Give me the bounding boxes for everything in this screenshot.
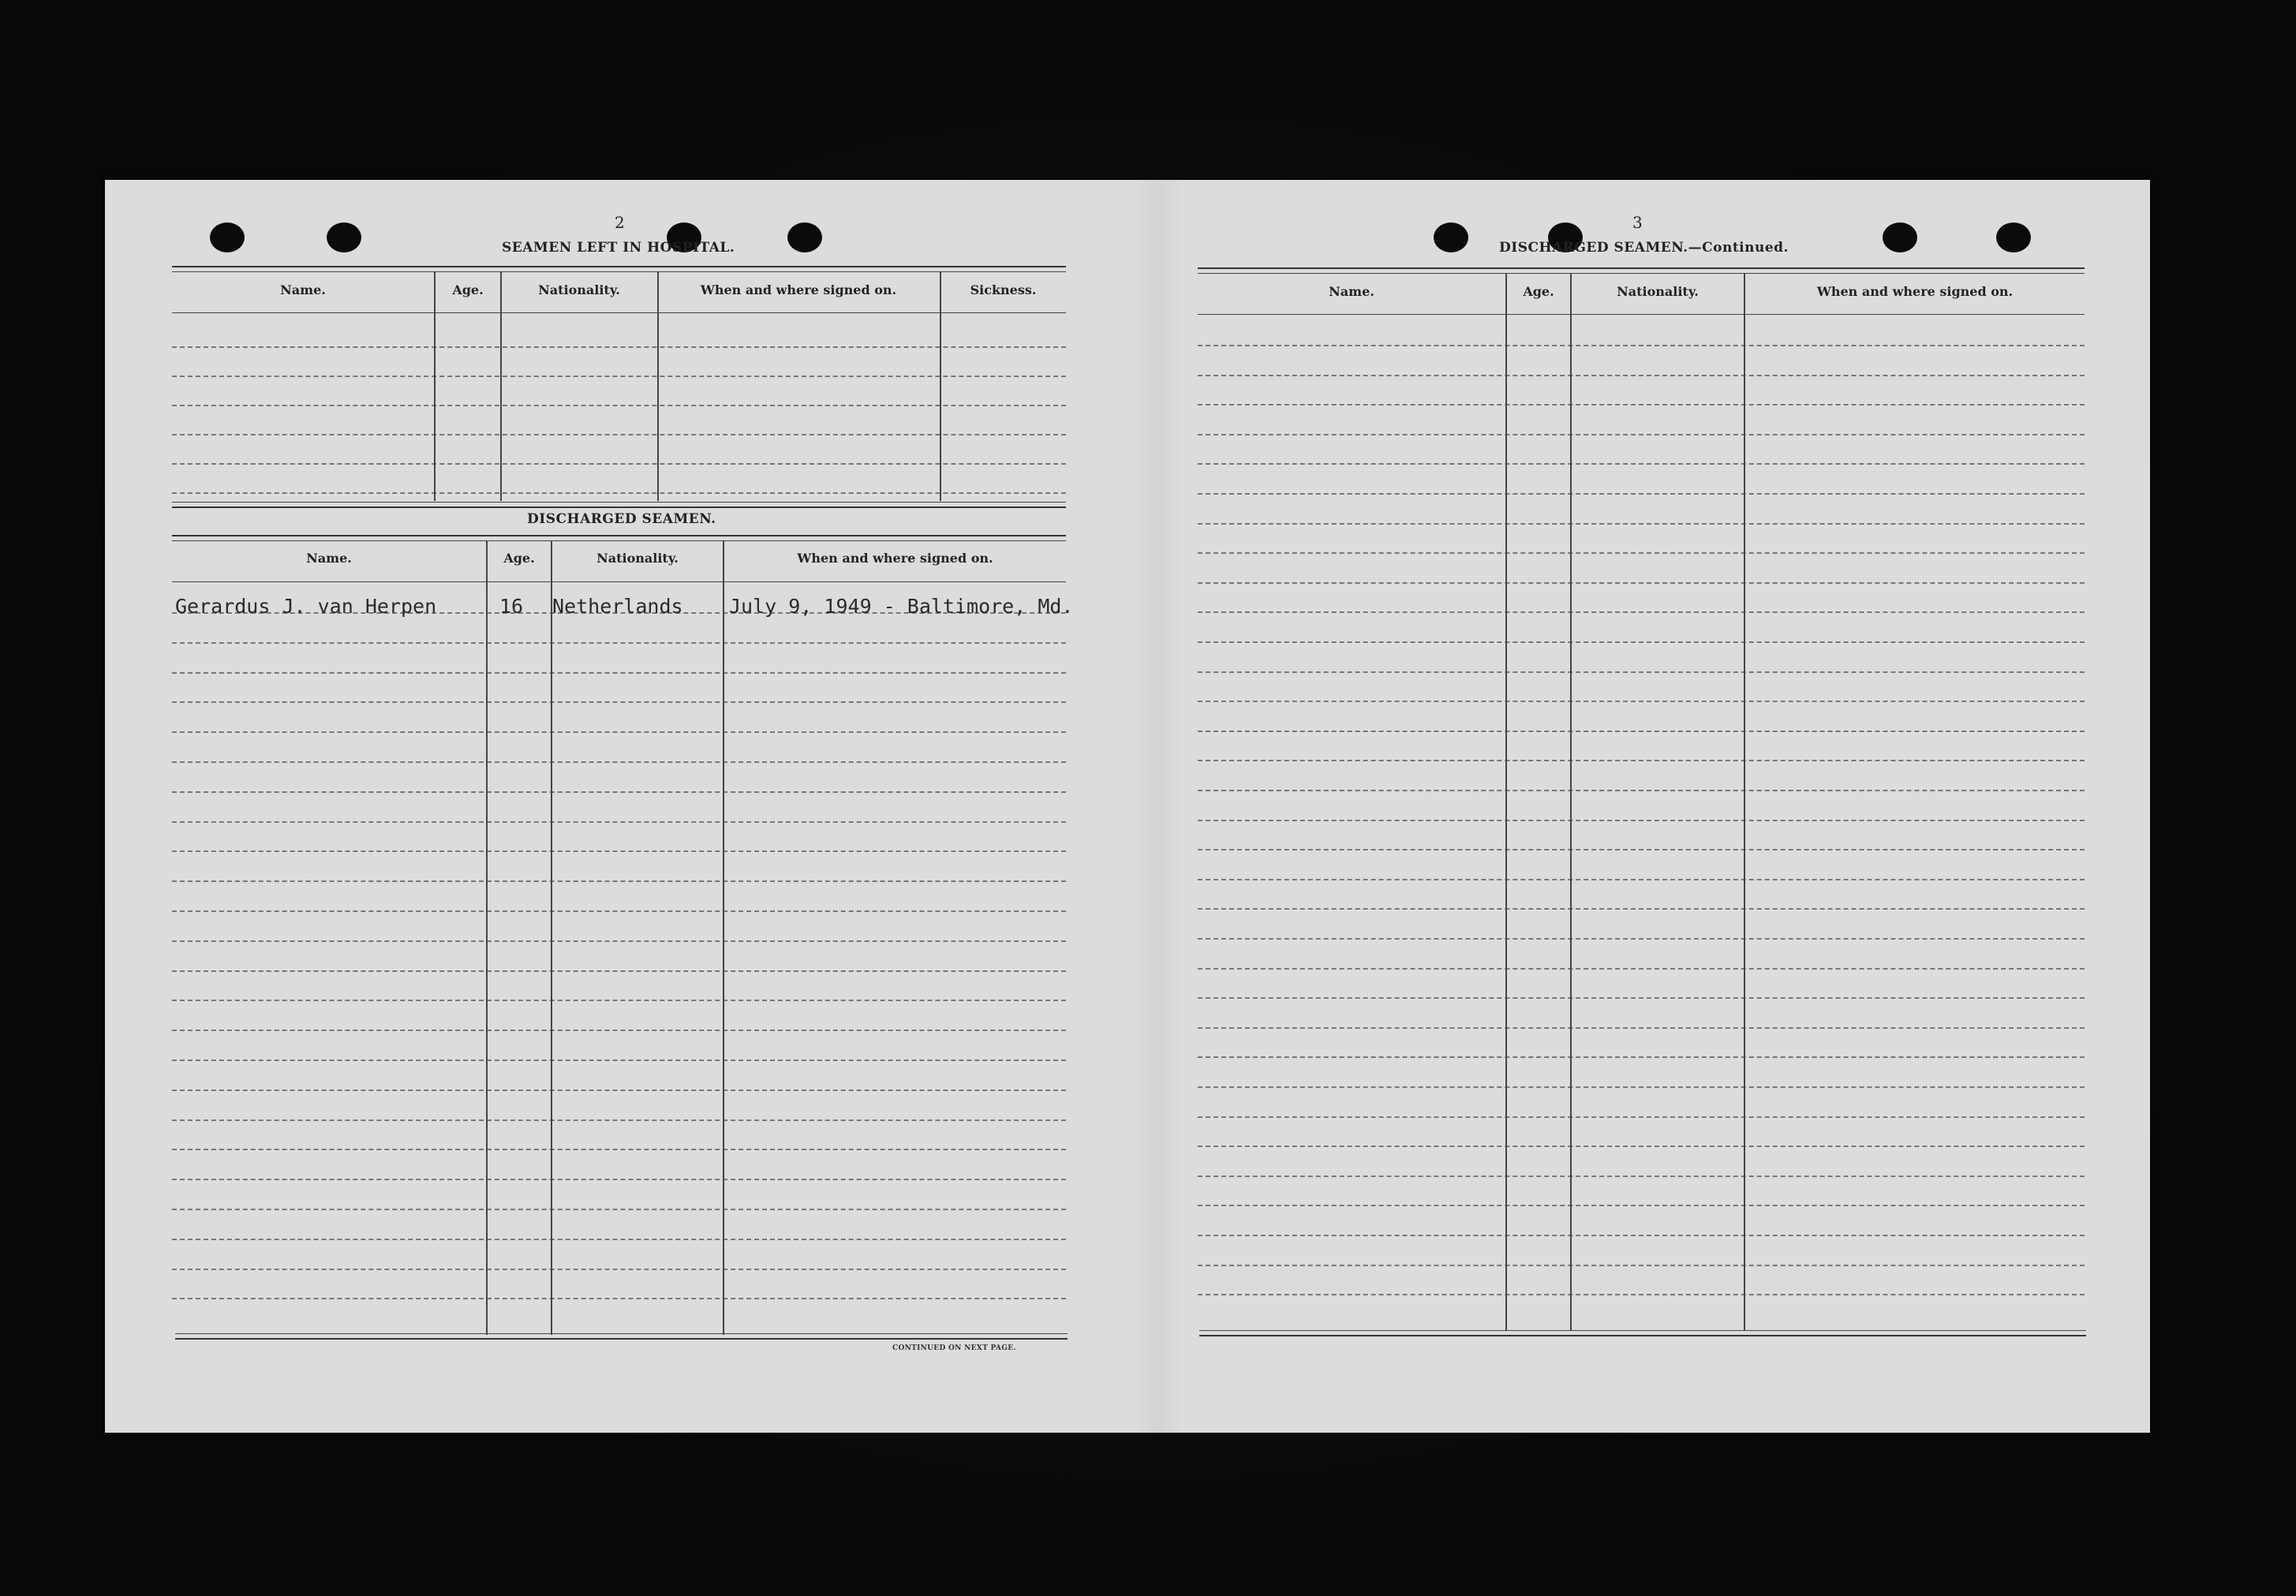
ruled-line bbox=[1198, 552, 2085, 554]
column-header-signed-on: When and where signed on. bbox=[797, 551, 993, 566]
section-rule bbox=[172, 506, 1066, 508]
punch-hole bbox=[1996, 222, 2031, 252]
ruled-line bbox=[172, 434, 1066, 435]
ruled-line bbox=[1198, 1056, 2085, 1058]
ruled-line bbox=[172, 1298, 1066, 1299]
ruled-line bbox=[1198, 879, 2085, 880]
ruled-line bbox=[1198, 434, 2085, 435]
column-divider bbox=[1505, 274, 1507, 1331]
ruled-line bbox=[1198, 641, 2085, 643]
ruled-line bbox=[172, 405, 1066, 406]
ruled-line bbox=[172, 701, 1066, 703]
ruled-line bbox=[172, 731, 1066, 733]
ruled-line bbox=[172, 376, 1066, 377]
header-rule bbox=[172, 581, 1066, 582]
column-header-nationality: Nationality. bbox=[538, 282, 620, 297]
page-number: 2 bbox=[615, 213, 625, 232]
ruled-line bbox=[1198, 463, 2085, 465]
ruled-line bbox=[1198, 1235, 2085, 1236]
ruled-line bbox=[172, 642, 1066, 644]
column-divider bbox=[434, 272, 436, 501]
ruled-line bbox=[1198, 582, 2085, 584]
ruled-line bbox=[172, 1149, 1066, 1150]
hospital-section-title: SEAMEN LEFT IN HOSPITAL. bbox=[502, 240, 735, 256]
ruled-line bbox=[1198, 1265, 2085, 1266]
page-number: 3 bbox=[1632, 213, 1643, 232]
center-fold bbox=[1135, 180, 1182, 1433]
column-header-sickness: Sickness. bbox=[970, 282, 1037, 297]
table-top-rule bbox=[172, 266, 1066, 267]
ruled-line bbox=[1198, 790, 2085, 791]
ruled-line bbox=[1198, 1294, 2085, 1295]
header-rule bbox=[172, 312, 1066, 313]
table-top-rule bbox=[172, 535, 1066, 536]
ruled-line bbox=[172, 1060, 1066, 1061]
section-rule bbox=[172, 502, 1066, 503]
column-header-age: Age. bbox=[1523, 284, 1554, 299]
ruled-line bbox=[1198, 997, 2085, 999]
ruled-line bbox=[172, 1269, 1066, 1270]
ruled-line bbox=[1198, 1116, 2085, 1118]
ruled-line bbox=[172, 492, 1066, 494]
punch-hole bbox=[1434, 222, 1468, 252]
discharged-continued-title: DISCHARGED SEAMEN.—Continued. bbox=[1499, 240, 1789, 256]
ruled-line bbox=[1198, 908, 2085, 910]
document-sheet bbox=[105, 180, 2150, 1433]
column-header-name: Name. bbox=[306, 551, 352, 566]
ruled-line bbox=[172, 1000, 1066, 1001]
header-rule bbox=[1198, 314, 2085, 315]
ruled-line bbox=[1198, 760, 2085, 761]
ruled-line bbox=[172, 346, 1066, 348]
entry-nationality: Netherlands bbox=[552, 595, 683, 618]
ruled-line bbox=[1198, 523, 2085, 525]
ruled-line bbox=[172, 1179, 1066, 1180]
ruled-line bbox=[172, 1030, 1066, 1031]
table-row-discharged-entry bbox=[175, 595, 436, 618]
ruled-line bbox=[1198, 731, 2085, 732]
punch-hole bbox=[327, 222, 361, 252]
ruled-line bbox=[1198, 375, 2085, 376]
entry-age: 16 bbox=[499, 595, 524, 618]
ruled-line bbox=[1198, 404, 2085, 406]
ruled-line bbox=[172, 1119, 1066, 1121]
column-header-age: Age. bbox=[503, 551, 535, 566]
punch-hole bbox=[787, 222, 822, 252]
column-divider bbox=[500, 272, 502, 501]
ruled-line bbox=[172, 880, 1066, 882]
ruled-line bbox=[172, 463, 1066, 465]
ruled-line bbox=[172, 940, 1066, 942]
table-bottom-rule bbox=[175, 1333, 1068, 1334]
column-header-age: Age. bbox=[452, 282, 484, 297]
ruled-line bbox=[172, 910, 1066, 912]
ruled-line bbox=[172, 850, 1066, 852]
ruled-line bbox=[172, 1209, 1066, 1210]
column-header-name: Name. bbox=[1329, 284, 1374, 299]
ruled-line bbox=[1198, 1205, 2085, 1206]
entry-signed-on: July 9, 1949 - Baltimore, Md. bbox=[729, 595, 1074, 618]
column-header-nationality: Nationality. bbox=[1617, 284, 1699, 299]
ruled-line bbox=[1198, 820, 2085, 821]
column-header-nationality: Nationality. bbox=[596, 551, 679, 566]
table-bottom-rule bbox=[175, 1338, 1068, 1340]
ruled-line bbox=[1198, 849, 2085, 850]
ruled-line bbox=[1198, 938, 2085, 940]
punch-hole bbox=[210, 222, 245, 252]
ruled-line bbox=[1198, 1027, 2085, 1029]
table-top-rule bbox=[1198, 273, 2085, 274]
column-divider bbox=[1570, 274, 1572, 1331]
ruled-line bbox=[172, 1239, 1066, 1240]
column-header-signed-on: When and where signed on. bbox=[1816, 284, 2014, 299]
ruled-line bbox=[172, 821, 1066, 823]
column-divider bbox=[940, 272, 941, 501]
column-header-name: Name. bbox=[280, 282, 326, 297]
column-divider bbox=[551, 541, 552, 1335]
ruled-line bbox=[1198, 345, 2085, 346]
ruled-line bbox=[1198, 671, 2085, 673]
table-bottom-rule bbox=[1199, 1330, 2086, 1331]
column-divider bbox=[1744, 274, 1745, 1331]
column-divider bbox=[723, 541, 724, 1335]
entry-name: Gerardus J. van Herpen bbox=[175, 595, 437, 618]
ruled-line bbox=[172, 1090, 1066, 1091]
punch-hole bbox=[1883, 222, 1917, 252]
ruled-line bbox=[1198, 1086, 2085, 1088]
ruled-line bbox=[1198, 1176, 2085, 1177]
column-divider bbox=[657, 272, 659, 501]
discharged-section-title: DISCHARGED SEAMEN. bbox=[527, 511, 716, 527]
ruled-line bbox=[172, 672, 1066, 674]
table-bottom-rule bbox=[1199, 1335, 2086, 1336]
column-header-signed-on: When and where signed on. bbox=[700, 282, 897, 297]
ruled-line bbox=[1198, 701, 2085, 702]
table-top-rule bbox=[1198, 267, 2085, 269]
ruled-line bbox=[1198, 968, 2085, 970]
continued-note: CONTINUED ON NEXT PAGE. bbox=[892, 1344, 1016, 1352]
ruled-line bbox=[1198, 611, 2085, 613]
ruled-line bbox=[172, 970, 1066, 972]
ruled-line bbox=[1198, 493, 2085, 495]
table-top-rule bbox=[172, 271, 1066, 272]
table-top-rule bbox=[172, 540, 1066, 541]
ruled-line bbox=[172, 791, 1066, 793]
ruled-line bbox=[1198, 1146, 2085, 1147]
column-divider bbox=[486, 541, 488, 1335]
ruled-line bbox=[172, 761, 1066, 763]
